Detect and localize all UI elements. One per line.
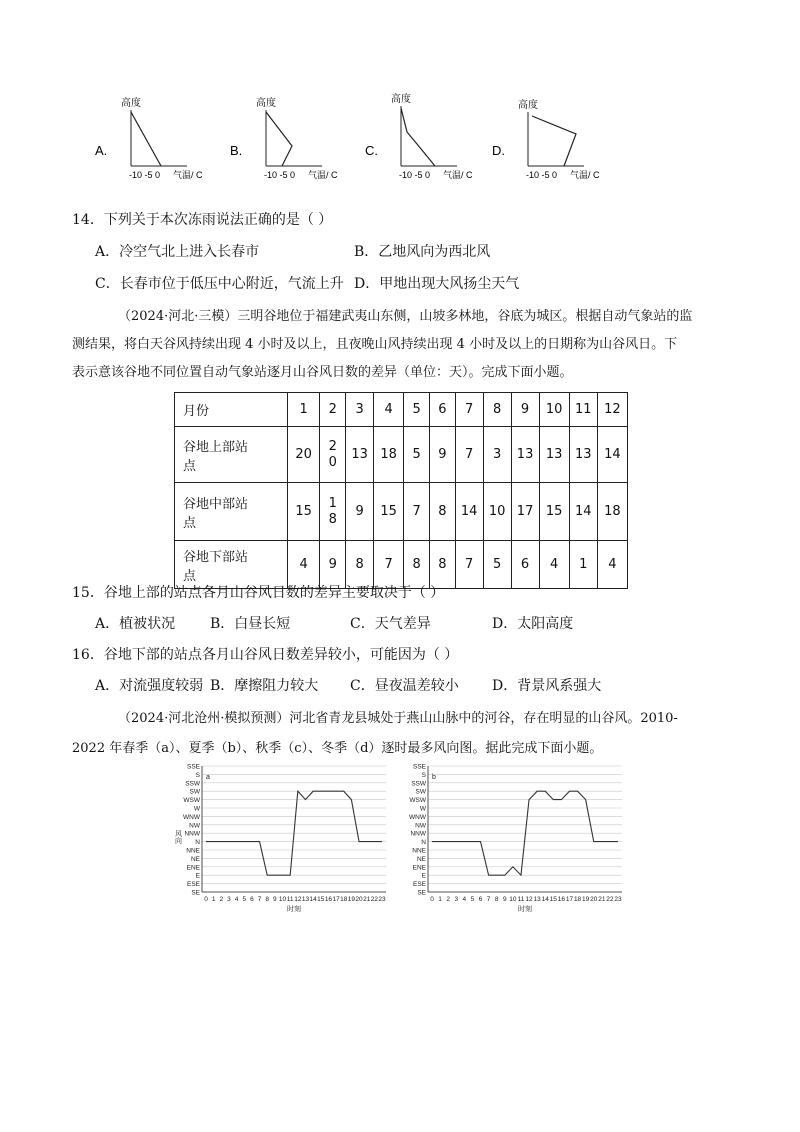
y-tick-label: NNW: [410, 830, 426, 838]
x-tick-label: 4: [234, 896, 239, 903]
x-axis-label: 时刻: [518, 906, 532, 913]
x-tick-label: 12: [525, 896, 533, 903]
x-tick-label: 11: [517, 896, 525, 903]
question-16-stem: 16．谷地下部的站点各月山谷风日数差异较小，可能因为（ ）: [72, 647, 459, 663]
x-tick-label: 3: [227, 896, 231, 903]
axis-ticks: -10 -5 0: [399, 170, 431, 180]
table-cell: 9: [429, 427, 455, 483]
y-tick-label: ESE: [412, 881, 426, 889]
y-tick-label: E: [195, 872, 200, 880]
y-tick-label: SE: [191, 889, 200, 897]
month-header-cell: 12: [597, 393, 627, 427]
axis-ticks: -10 -5 0: [526, 170, 558, 180]
option-letter: A.: [95, 143, 108, 158]
table-cell: 8: [346, 541, 374, 589]
passage-1-line-1: （2024·河北·三模）三明谷地位于福建武夷山东侧，山坡多林地，谷底为城区。根据自动气象站的监: [118, 309, 693, 324]
y-tick-label: WNW: [409, 813, 426, 821]
q16-option-d[interactable]: D．背景风系强大: [492, 678, 602, 694]
temperature-profile-d: [492, 94, 622, 184]
y-tick-label: N: [421, 839, 426, 847]
y-tick-label: W: [419, 805, 426, 813]
y-tick-label: SSW: [411, 780, 426, 788]
axis-xlabel: 气温/ C: [570, 170, 600, 180]
wind-chart-b: [398, 760, 628, 920]
row-label-line-2: 点: [183, 568, 197, 584]
x-tick-label: 17: [332, 896, 340, 903]
row-label: [175, 541, 288, 589]
y-tick-label: SSE: [412, 763, 426, 771]
passage-1: [72, 303, 752, 387]
y-tick-label: E: [421, 872, 426, 880]
q15-option-d[interactable]: D．太阳高度: [492, 616, 574, 632]
y-tick-label: SW: [189, 788, 200, 796]
table-cell: 9: [320, 541, 346, 589]
month-header-cell: 2: [320, 393, 346, 427]
x-tick-label: 13: [301, 896, 310, 903]
temperature-profile-a: [95, 92, 225, 184]
row-label-line-1: 谷地下部站: [183, 549, 249, 565]
table-cell: 14: [597, 427, 627, 483]
table-header-row: [175, 393, 628, 427]
month-header-cell: 6: [429, 393, 455, 427]
y-tick-label: N: [195, 839, 200, 847]
axis-xlabel: 气温/ C: [443, 170, 473, 180]
table-row: [175, 427, 628, 483]
x-tick-label: 21: [363, 896, 371, 903]
axis-xlabel: 气温/ C: [173, 170, 203, 180]
table-cell: 20: [287, 427, 319, 483]
axis-xlabel: 气温/ C: [308, 170, 338, 180]
y-tick-label: NNW: [184, 830, 200, 838]
x-tick-label: 16: [324, 896, 333, 903]
x-tick-label: 0: [204, 896, 208, 903]
table-cell: 18: [374, 427, 404, 483]
y-tick-label: W: [193, 805, 200, 813]
x-tick-label: 9: [273, 896, 277, 903]
x-tick-label: 1: [211, 896, 216, 903]
x-tick-label: 8: [265, 896, 270, 903]
table-header-label: 月份: [175, 393, 288, 427]
table-row: [175, 541, 628, 589]
month-header-cell: 3: [346, 393, 374, 427]
month-header-cell: 4: [374, 393, 404, 427]
temperature-profile-b: [230, 92, 360, 184]
x-tick-label: 15: [317, 896, 325, 903]
y-tick-label: ENE: [186, 864, 200, 872]
q16-option-a[interactable]: A．对流强度较弱: [95, 678, 204, 694]
x-tick-label: 16: [557, 896, 566, 903]
table-cell: 6: [511, 541, 539, 589]
x-tick-label: 19: [347, 896, 356, 903]
q14-option-a[interactable]: A．冷空气北上进入长春市: [95, 244, 260, 260]
table-cell: 4: [597, 541, 627, 589]
x-tick-label: 15: [549, 896, 557, 903]
table-cell: 7: [455, 427, 483, 483]
table-cell: 4: [539, 541, 569, 589]
table-cell: 8: [429, 483, 455, 541]
q14-option-d[interactable]: D．甲地出现大风扬尘天气: [354, 276, 520, 292]
y-tick-label: NNE: [412, 847, 426, 855]
q15-option-c[interactable]: C．天气差异: [350, 616, 431, 632]
x-tick-label: 18: [340, 896, 348, 903]
wind-chart-a-svg: [172, 760, 392, 920]
y-tick-label: SSE: [186, 763, 200, 771]
x-tick-label: 4: [462, 896, 467, 903]
table-cell: 9: [346, 483, 374, 541]
x-tick-label: 20: [355, 896, 363, 903]
x-tick-label: 5: [470, 896, 475, 903]
table-cell: 14: [569, 483, 597, 541]
diagram-option-c: [365, 88, 495, 184]
y-tick-label: WSW: [183, 797, 200, 805]
month-header-cell: 9: [511, 393, 539, 427]
table-cell: 8: [429, 541, 455, 589]
table-cell: 13: [346, 427, 374, 483]
row-label-line-2: 点: [183, 458, 197, 474]
y-tick-label: SE: [417, 889, 426, 897]
table-cell: 4: [287, 541, 319, 589]
row-label-line-1: 谷地上部站: [183, 439, 249, 455]
passage-2-line-2: 2022 年春季（a）、夏季（b）、秋季（c）、冬季（d）逐时最多风向图。据此完成下面小题。: [72, 741, 603, 756]
x-axis-label: 时刻: [287, 906, 301, 913]
month-header-cell: 8: [483, 393, 511, 427]
wind-chart-a: [172, 760, 392, 920]
table-cell: 14: [455, 483, 483, 541]
x-tick-label: 2: [446, 896, 450, 903]
passage-2: [72, 704, 752, 764]
table-cell: 18: [320, 483, 346, 541]
q14-option-b[interactable]: B．乙地风向为西北风: [354, 244, 491, 260]
x-tick-label: 8: [494, 896, 499, 903]
month-header-cell: 7: [455, 393, 483, 427]
axis-ticks: -10 -5 0: [264, 170, 296, 180]
y-tick-label: NE: [416, 855, 426, 863]
x-tick-label: 1: [438, 896, 442, 903]
month-header-cell: 10: [539, 393, 569, 427]
axis-ylabel: 高度: [518, 100, 538, 111]
table-cell: 8: [404, 541, 430, 589]
table-row: [175, 483, 628, 541]
passage-2-line-1: （2024·河北沧州·模拟预测）河北省青龙县城处于燕山山脉中的河谷，存在明显的山谷风。2010-: [118, 711, 678, 726]
passage-1-line-2: 测结果，将白天谷风持续出现 4 小时及以上，且夜晚山风持续出现 4 小时及以上的日期称为山谷风日。下: [72, 337, 678, 352]
table-cell: 13: [511, 427, 539, 483]
x-tick-label: 0: [430, 896, 434, 903]
x-tick-label: 17: [565, 896, 574, 903]
axis-ylabel: 高度: [121, 98, 141, 109]
x-tick-label: 7: [257, 896, 262, 903]
table-cell: 15: [287, 483, 319, 541]
x-tick-label: 13: [533, 896, 541, 903]
table-cell: 13: [539, 427, 569, 483]
axis-ylabel: 高度: [391, 94, 411, 105]
x-tick-label: 19: [582, 896, 590, 903]
table-cell: 15: [374, 483, 404, 541]
month-header-cell: 1: [287, 393, 319, 427]
table-cell: 5: [483, 541, 511, 589]
x-tick-label: 5: [242, 896, 247, 903]
q15-option-b[interactable]: B．白昼长短: [210, 616, 291, 632]
row-label: [175, 483, 288, 541]
table-cell: 5: [404, 427, 430, 483]
question-14-stem: 14．下列关于本次冻雨说法正确的是（ ）: [72, 212, 333, 228]
question-15-stem: 15．谷地上部的站点各月山谷风日数的差异主要取决于（ ）: [72, 585, 445, 601]
x-tick-label: 10: [509, 896, 517, 903]
panel-label: a: [206, 774, 210, 781]
table-cell: 18: [597, 483, 627, 541]
table-cell: 7: [374, 541, 404, 589]
x-tick-label: 14: [309, 896, 317, 903]
x-tick-label: 23: [614, 896, 622, 903]
x-tick-label: 11: [286, 896, 294, 903]
y-axis-label: 风向: [174, 830, 182, 844]
y-tick-label: WSW: [409, 797, 426, 805]
table-cell: 15: [539, 483, 569, 541]
x-tick-label: 20: [590, 896, 598, 903]
table-cell: 10: [483, 483, 511, 541]
option-letter: C.: [365, 143, 378, 158]
row-label-line-2: 点: [183, 515, 197, 531]
diagram-option-b: [230, 92, 360, 184]
row-label: [175, 427, 288, 483]
passage-1-line-3: 表示意该谷地不同位置自动气象站逐月山谷风日数的差异（单位：天）。完成下面小题。: [72, 365, 573, 380]
x-tick-label: 6: [250, 896, 254, 903]
option-letter: B.: [230, 143, 243, 158]
x-tick-label: 22: [370, 896, 378, 903]
wind-chart-b-svg: [398, 760, 628, 920]
x-tick-label: 18: [573, 896, 582, 903]
q15-option-a[interactable]: A．植被状况: [95, 616, 176, 632]
option-letter: D.: [492, 143, 505, 158]
y-tick-label: ENE: [412, 864, 426, 872]
table-cell: 7: [404, 483, 430, 541]
valley-wind-days-table: [174, 392, 628, 589]
y-tick-label: NE: [190, 855, 200, 863]
x-tick-label: 2: [219, 896, 224, 903]
axis-ylabel: 高度: [256, 98, 276, 109]
q16-option-b[interactable]: B．摩擦阻力较大: [210, 678, 319, 694]
table-cell: 13: [569, 427, 597, 483]
axis-ticks: -10 -5 0: [129, 170, 161, 180]
table-cell: 7: [455, 541, 483, 589]
table-cell: 1: [569, 541, 597, 589]
y-tick-label: SSW: [185, 780, 200, 788]
y-tick-label: SW: [415, 788, 426, 796]
x-tick-label: 14: [541, 896, 549, 903]
x-tick-label: 9: [502, 896, 507, 903]
row-label-line-1: 谷地中部站: [183, 496, 249, 512]
x-tick-label: 10: [278, 896, 287, 903]
q16-option-c[interactable]: C．昼夜温差较小: [350, 678, 459, 694]
y-tick-label: NW: [189, 822, 200, 830]
diagram-option-d: [492, 94, 622, 184]
x-tick-label: 12: [294, 896, 302, 903]
table-cell: 17: [511, 483, 539, 541]
month-header-cell: 11: [569, 393, 597, 427]
panel-label: b: [432, 774, 436, 781]
y-tick-label: WNW: [183, 813, 200, 821]
diagram-option-a: [95, 92, 225, 184]
y-tick-label: S: [195, 771, 200, 779]
y-tick-label: S: [421, 771, 426, 779]
x-tick-label: 6: [478, 896, 483, 903]
y-tick-label: NNE: [186, 847, 200, 855]
x-tick-label: 22: [606, 896, 614, 903]
x-tick-label: 3: [454, 896, 459, 903]
temperature-profile-c: [365, 88, 495, 184]
q14-option-c[interactable]: C．长春市位于低压中心附近，气流上升: [95, 276, 344, 292]
x-tick-label: 21: [598, 896, 606, 903]
table-cell: 3: [483, 427, 511, 483]
month-header-cell: 5: [404, 393, 430, 427]
x-tick-label: 7: [486, 896, 491, 903]
y-tick-label: ESE: [186, 881, 200, 889]
table-cell: 20: [320, 427, 346, 483]
x-tick-label: 23: [378, 896, 386, 903]
y-tick-label: NW: [415, 822, 426, 830]
